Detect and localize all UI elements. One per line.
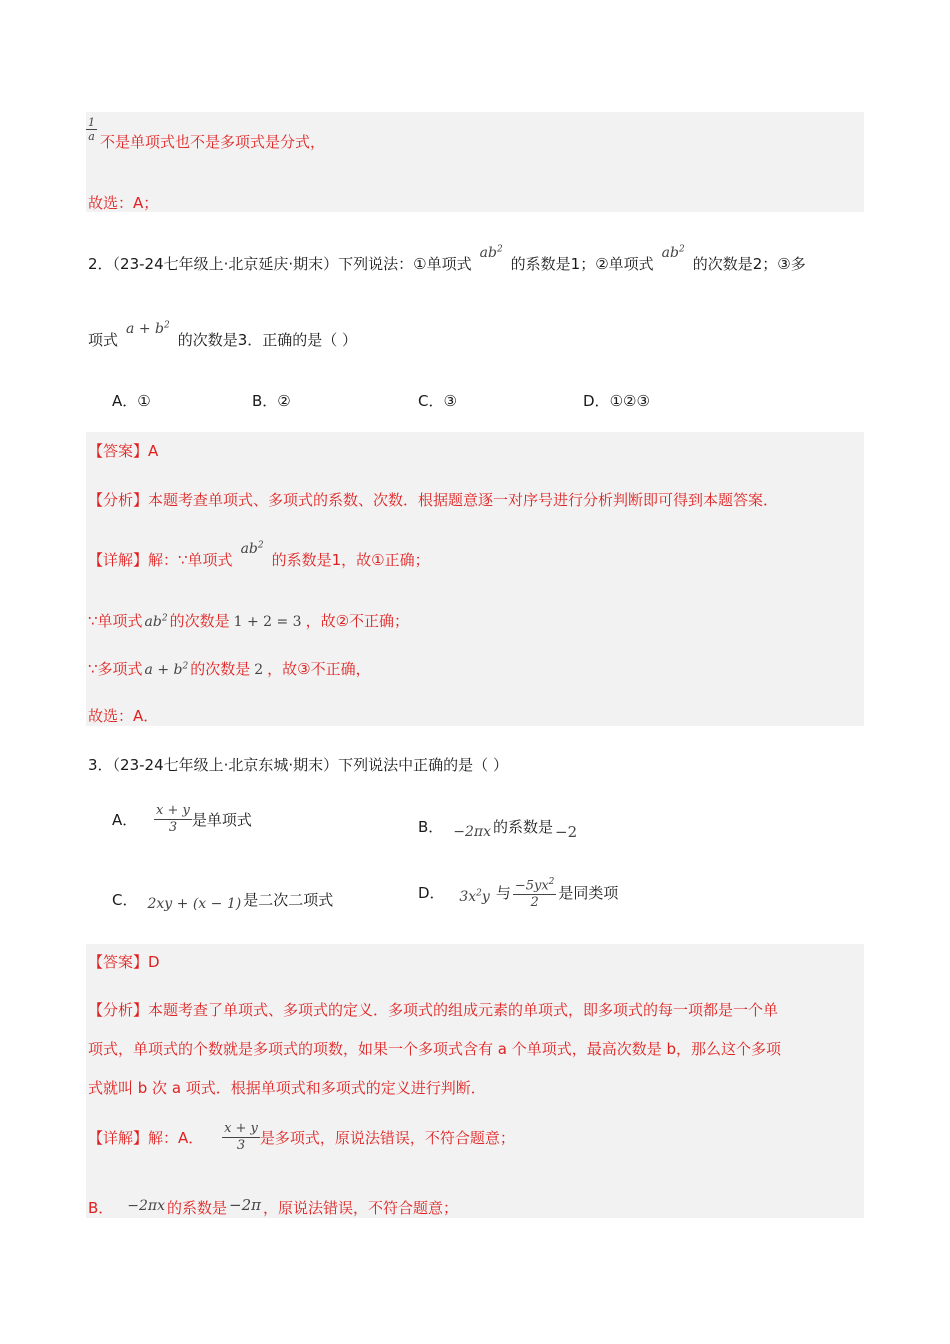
q2-option-a[interactable]: A．① [112, 392, 151, 410]
q2-math-ab2-2: $ab^2$ [661, 244, 685, 261]
q3-analysis-2: 项式，单项式的个数就是多项式的项数，如果一个多项式含有 a 个单项式，最高次数是 b，那么这个多项 [88, 1040, 782, 1058]
q2-stem-line2: 项式$a + b^2$的次数是3．正确的是（ ） [88, 320, 358, 349]
q3-source: （23-24七年级上·北京东城·期末） [112, 756, 339, 774]
block1-final: 故选：A； [88, 194, 159, 212]
block1-line1: 不是单项式也不是多项式是分式， [100, 133, 326, 151]
q2-source: （23-24七年级上·北京延庆·期末） [112, 255, 339, 273]
q2-analysis: 【分析】本题考查单项式、多项式的系数、次数．根据题意逐一对序号进行分析判断即可得到本题答案． [88, 491, 779, 509]
answer-block-q1 [86, 112, 864, 212]
q3-detail-2: B． −2πx 的系数是 −2π ，原说法错误，不符合题意； [88, 1196, 459, 1217]
q3-detail-1: 【详解】解：A． $\frac{x + y}{3}$ 是多项式，原说法错误，不符合题意； [88, 1121, 515, 1153]
q2-option-b[interactable]: B．② [252, 392, 291, 410]
q2-detail-2: ∵单项式 $ab^2$ 的次数是 1 + 2 = 3 ，故②不正确； [88, 612, 410, 630]
q2-option-d[interactable]: D．①②③ [583, 392, 650, 410]
q2-detail-1: 【详解】解：∵单项式$ab^2$的系数是1，故①正确； [88, 540, 430, 569]
q2-final: 故选：A． [88, 707, 159, 725]
q2-math-ab2-1: $ab^2$ [479, 244, 503, 261]
q3-number: 3． [88, 756, 113, 774]
q2-detail-math-ab2: $ab^2$ [240, 540, 264, 557]
q2-math-a-plus-b2: $a + b^2$ [126, 320, 170, 337]
q3-stem: 3．（23-24七年级上·北京东城·期末）下列说法中正确的是（ ） [88, 756, 508, 774]
q2-detail-3: ∵多项式 $a + b^2$ 的次数是 2 ，故③不正确， [88, 660, 371, 678]
q2-stem-line1: 2．（23-24七年级上·北京延庆·期末）下列说法：①单项式$ab^2$的系数是1；②单项式$ab^2$的次数是2；③多 [88, 244, 806, 273]
q3-analysis-1: 【分析】本题考查了单项式、多项式的定义．多项式的组成元素的单项式，即多项式的每一项都是一个单 [88, 1001, 779, 1019]
q3-option-c[interactable]: C． 2xy + (x − 1) 是二次二项式 [112, 891, 334, 912]
q2-number: 2． [88, 255, 113, 273]
q3-option-b[interactable]: B． −2πx 的系数是 −2 [418, 818, 578, 841]
q2-option-c[interactable]: C．③ [418, 392, 457, 410]
q3-answer: 【答案】D [88, 953, 160, 971]
q2-answer: 【答案】A [88, 442, 159, 460]
q3-option-d[interactable]: D． $3x^2y$ 与 $\frac{-5yx^2}{2}$ 是同类项 [418, 874, 618, 911]
fraction-1-over-a: $\frac{1}{a}$ [88, 116, 95, 143]
q3-analysis-3: 式就叫 b 次 a 项式．根据单项式和多项式的定义进行判断． [88, 1079, 486, 1097]
answer-block-q2 [86, 432, 864, 726]
q3-option-a[interactable]: A． $\frac{x + y}{3}$ 是单项式 [112, 803, 252, 835]
